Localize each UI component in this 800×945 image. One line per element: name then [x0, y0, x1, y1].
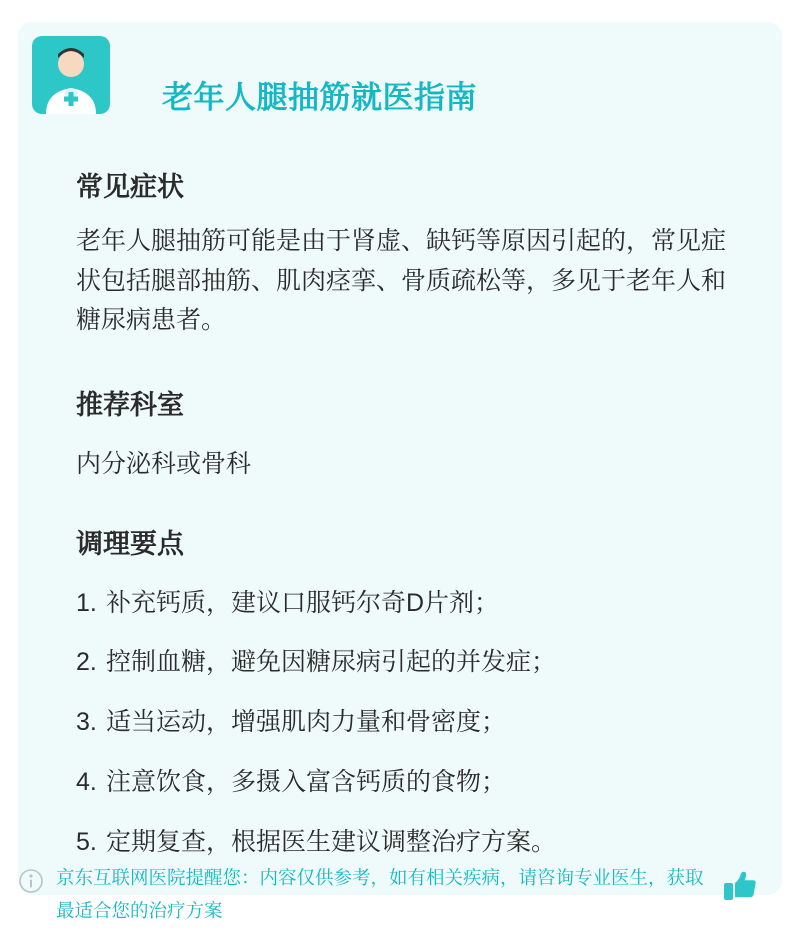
- section-heading-department: 推荐科室: [76, 389, 184, 420]
- doctor-avatar-icon: [32, 36, 110, 114]
- list-item-number: 2.: [76, 648, 97, 677]
- list-item-label: 适当运动，增强肌肉力量和骨密度；: [106, 708, 507, 736]
- list-item-label: 定期复查，根据医生建议调整治疗方案。: [106, 827, 557, 856]
- list-item-number: 5.: [76, 827, 97, 856]
- list-item-label: 注意饮食，多摄入富含钙质的食物；: [106, 767, 507, 796]
- list-item: [76, 587, 746, 621]
- section-heading-symptoms: 常见症状: [76, 172, 184, 202]
- list-item-label: 补充钙质，建议口服钙尔奇D片剂；: [106, 588, 500, 617]
- footer-disclaimer: [18, 862, 782, 927]
- list-item-label: 控制血糖，避免因糖尿病引起的并发症；: [106, 648, 557, 677]
- list-item-number: 4.: [76, 767, 97, 796]
- list-item-number: 3.: [76, 708, 97, 736]
- care-points-list: [76, 587, 746, 860]
- list-item: [76, 646, 746, 680]
- section-text-department: 内分泌科或骨科: [76, 449, 252, 478]
- guide-card: [18, 22, 782, 895]
- info-circle-icon: [18, 868, 44, 894]
- list-item: [76, 826, 746, 860]
- thumbs-up-icon[interactable]: [722, 866, 762, 906]
- list-item-number: 1.: [76, 588, 97, 617]
- page-title: 老年人腿抽筋就医指南: [162, 80, 477, 115]
- list-item: [76, 766, 746, 800]
- footer-text: 京东互联网医院提醒您：内容仅供参考，如有相关疾病，请咨询专业医生，获取最适合您的治疗方案: [56, 867, 704, 921]
- section-text-symptoms: 老年人腿抽筋可能是由于肾虚、缺钙等原因引起的，常见症状包括腿部抽筋、肌肉痉挛、骨质疏松等，多见于老年人和糖尿病患者。: [76, 227, 727, 334]
- list-item: [76, 706, 746, 740]
- section-heading-care-points: 调理要点: [76, 528, 184, 559]
